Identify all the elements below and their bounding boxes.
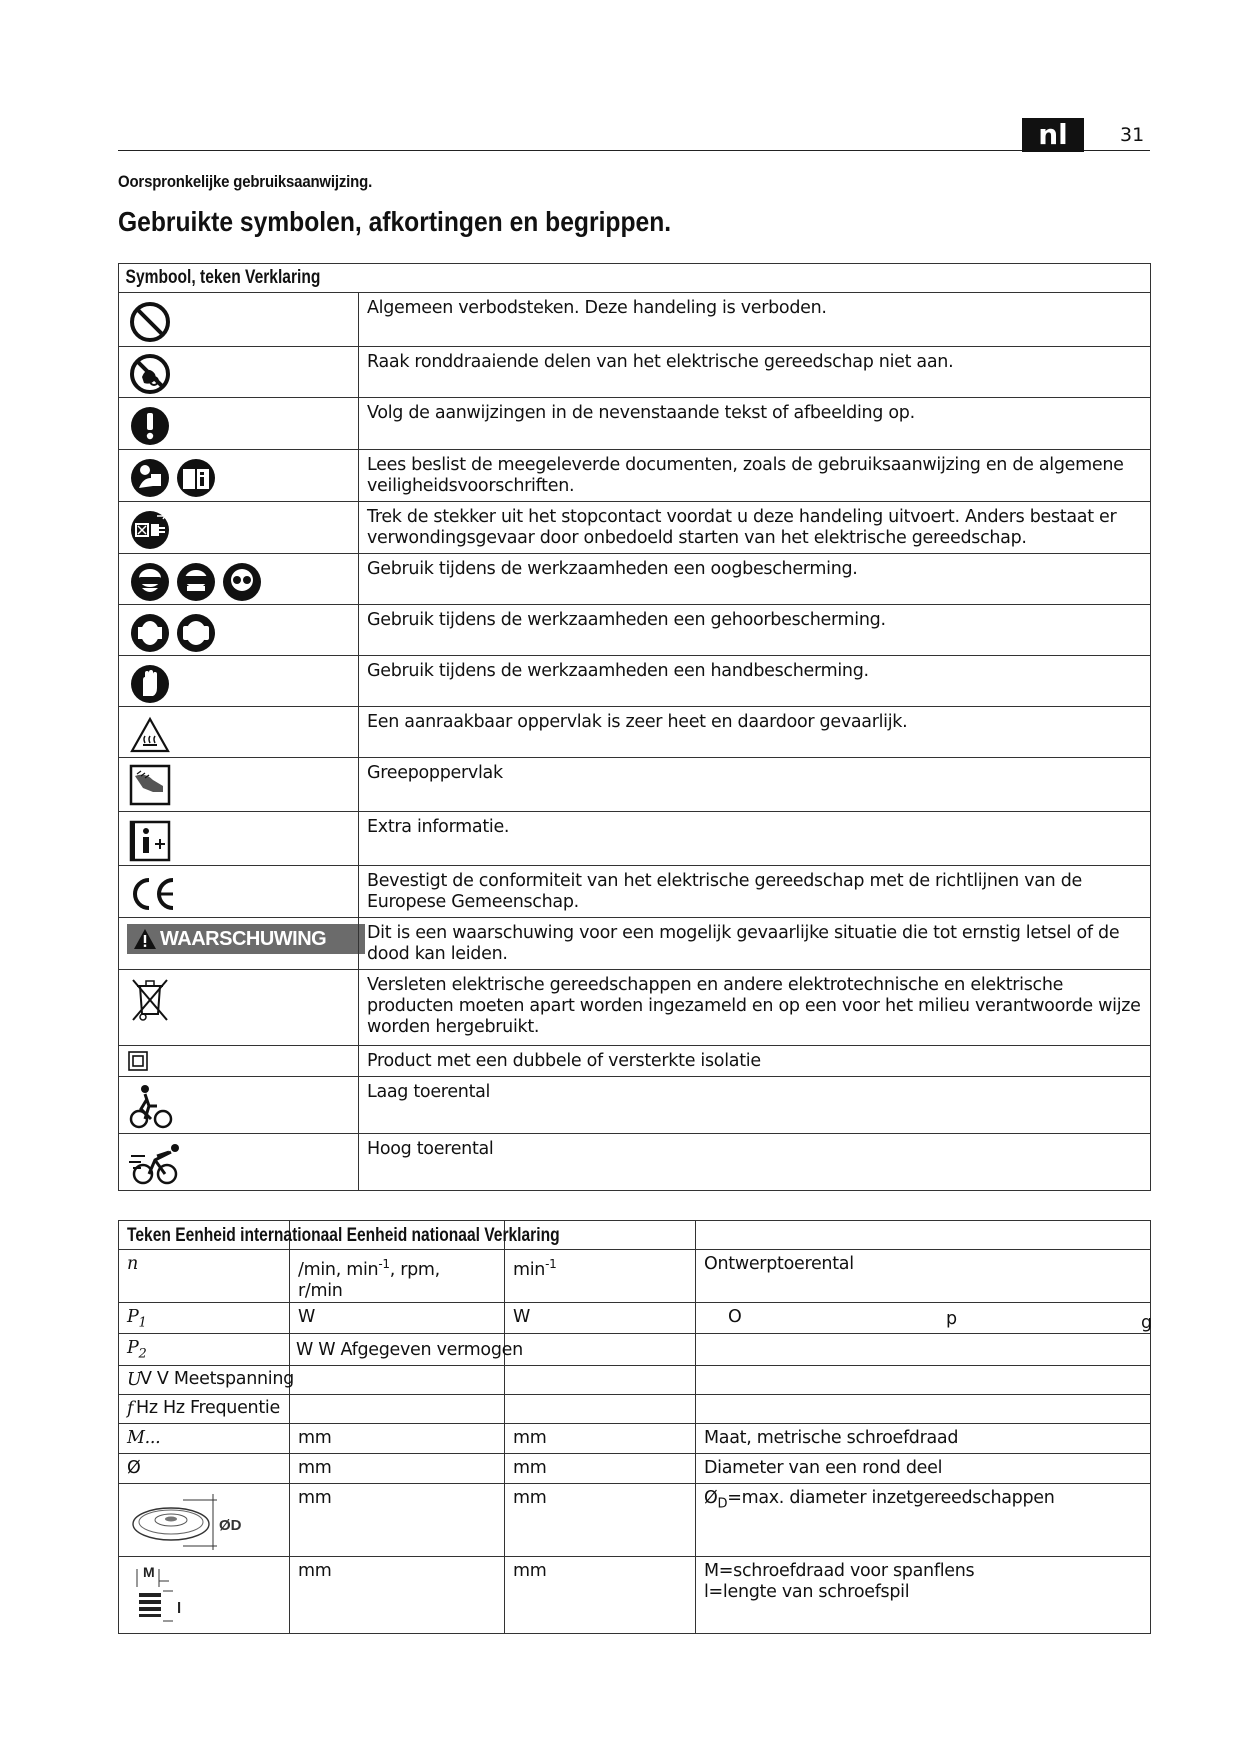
symbol-description: Algemeen verbodsteken. Deze handeling is verboden. xyxy=(359,293,1151,347)
table-row xyxy=(119,812,1151,866)
symbol-description: Versleten elektrische gereedschappen en andere elektrotechnische en elektrische producten moeten apart worden ingezameld en op een voor het milieu verantwoorde wijze worden hergebruikt. xyxy=(359,970,1151,1046)
spindle-m-label: M xyxy=(143,1563,155,1580)
symbol-description: Extra informatie. xyxy=(359,812,1151,866)
hot-surface-icon xyxy=(127,711,173,757)
intl-unit: mm xyxy=(290,1483,505,1556)
unplug-icon xyxy=(127,506,173,552)
warning-triangle-icon xyxy=(133,928,157,950)
double-insulation-icon xyxy=(127,1050,149,1072)
unit-description: Ontwerptoerental xyxy=(696,1250,1151,1303)
natl-unit: mm xyxy=(505,1483,696,1556)
merged-unit-text: W W Afgegeven vermogen xyxy=(296,1340,523,1360)
merged-unit-text: Hz Hz Frequentie xyxy=(136,1398,280,1418)
sign-label: P xyxy=(127,1306,139,1327)
symbol-description: Gebruik tijdens de werkzaamheden een oogbescherming. xyxy=(359,554,1151,605)
low-speed-cyclist-icon xyxy=(127,1081,177,1131)
subscript: 2 xyxy=(138,1346,147,1362)
subscript: D xyxy=(717,1496,728,1512)
natl-unit: min xyxy=(513,1259,546,1280)
symbol-description: Product met een dubbele of versterkte isolatie xyxy=(359,1046,1151,1077)
warning-badge-label: WAARSCHUWING xyxy=(160,928,327,950)
spindle-thread-icon xyxy=(129,1563,199,1627)
symbol-description: Raak ronddraaiende delen van het elektrische gereedschap niet aan. xyxy=(359,347,1151,398)
unit-description-cont: =max. diameter inzetgereedschappen xyxy=(727,1487,1055,1508)
table-row xyxy=(119,1556,1151,1633)
units-table xyxy=(118,1220,1151,1634)
ce-mark-icon xyxy=(127,870,183,916)
symbol-description: Dit is een waarschuwing voor een mogelijk gevaarlijke situatie die tot ernstig letsel of de dood kan leiden. xyxy=(359,918,1151,970)
intl-unit: /min, min xyxy=(298,1259,379,1280)
sign-label: f xyxy=(127,1398,134,1419)
unit-description-fragment: O xyxy=(728,1306,742,1327)
unit-description-fragment: g xyxy=(1141,1313,1152,1333)
table-row xyxy=(119,1423,1151,1453)
symbols-table-header xyxy=(119,264,1151,293)
symbols-header-label: Symbool, teken Verklaring xyxy=(125,267,321,288)
document-subtitle: Oorspronkelijke gebruiksaanwijzing. xyxy=(118,172,373,191)
table-row xyxy=(119,866,1151,918)
natl-unit: mm xyxy=(505,1423,696,1453)
symbol-description: Gebruik tijdens de werkzaamheden een gehoorbescherming. xyxy=(359,605,1151,656)
high-speed-cyclist-icon xyxy=(127,1138,187,1188)
symbol-description: Gebruik tijdens de werkzaamheden een handbescherming. xyxy=(359,656,1151,707)
unit-description: Diameter van een rond deel xyxy=(696,1453,1151,1483)
table-row xyxy=(119,502,1151,554)
no-touch-rotating-parts-icon xyxy=(127,351,173,397)
language-badge: nl xyxy=(1022,118,1084,152)
symbol-cell xyxy=(119,293,359,347)
sign-label: n xyxy=(127,1254,138,1274)
disc-diameter-label: ØD xyxy=(219,1516,242,1534)
table-row xyxy=(119,1250,1151,1303)
read-manual-icon xyxy=(127,454,227,500)
symbols-table xyxy=(118,263,1151,1191)
disc-diameter-icon xyxy=(129,1490,249,1550)
intl-unit: W xyxy=(290,1302,505,1334)
unit-description: Maat, metrische schroefdraad xyxy=(696,1423,1151,1453)
symbol-description: Bevestigt de conformiteit van het elektrische gereedschap met de richtlijnen van de Europese Gemeenschap. xyxy=(359,866,1151,918)
table-row xyxy=(119,347,1151,398)
table-row xyxy=(119,605,1151,656)
weee-bin-icon xyxy=(127,974,173,1024)
symbol-description: Hoog toerental xyxy=(359,1134,1151,1191)
table-row xyxy=(119,1046,1151,1077)
symbol-description: Trek de stekker uit het stopcontact voordat u deze handeling uitvoert. Anders bestaat er verwondingsgevaar door onbedoeld starten van het elektrische gereedschap. xyxy=(359,502,1151,554)
sign-label: M... xyxy=(127,1427,161,1448)
table-row xyxy=(119,1302,1151,1334)
eye-protection-icon xyxy=(127,558,267,604)
symbol-description: Volg de aanwijzingen in de nevenstaande tekst of afbeelding op. xyxy=(359,398,1151,450)
table-row xyxy=(119,1077,1151,1134)
subscript: 1 xyxy=(138,1315,147,1331)
page-title: Gebruikte symbolen, afkortingen en begrippen. xyxy=(118,206,672,237)
grip-surface-icon xyxy=(127,762,173,808)
table-row xyxy=(119,1483,1151,1556)
table-row xyxy=(119,970,1151,1046)
unit-description: Ø xyxy=(704,1487,718,1508)
intl-unit: mm xyxy=(290,1453,505,1483)
natl-unit: mm xyxy=(505,1453,696,1483)
table-row xyxy=(119,1453,1151,1483)
sign-label: U xyxy=(127,1369,142,1390)
table-row xyxy=(119,707,1151,758)
symbol-description: Lees beslist de meegeleverde documenten, zoals de gebruiksaanwijzing en de algemene veiligheidsvoorschriften. xyxy=(359,450,1151,502)
unit-description: M=schroefdraad voor spanflens xyxy=(704,1560,975,1581)
sign-label: Ø xyxy=(119,1453,290,1483)
warning-badge-icon xyxy=(127,924,365,954)
table-row xyxy=(119,1134,1151,1191)
merged-unit-text: V V Meetspanning xyxy=(140,1369,294,1389)
spindle-l-label: l xyxy=(177,1599,182,1617)
intl-unit-cont: , rpm, xyxy=(389,1259,440,1280)
table-row xyxy=(119,1334,1151,1366)
intl-unit: mm xyxy=(290,1423,505,1453)
sign-label: P xyxy=(127,1338,139,1359)
symbol-description: Greepoppervlak xyxy=(359,758,1151,812)
prohibition-icon xyxy=(127,297,173,343)
page-number: 31 xyxy=(1120,124,1145,146)
superscript: -1 xyxy=(545,1257,557,1271)
table-row xyxy=(119,450,1151,502)
unit-description-fragment: p xyxy=(946,1308,957,1329)
hand-protection-icon xyxy=(127,660,173,706)
table-row xyxy=(119,758,1151,812)
ear-protection-icon xyxy=(127,609,227,655)
info-icon xyxy=(127,816,173,862)
superscript: -1 xyxy=(378,1257,390,1271)
table-row xyxy=(119,656,1151,707)
natl-unit: W xyxy=(505,1302,696,1334)
intl-unit-cont: r/min xyxy=(298,1280,343,1301)
table-row xyxy=(119,554,1151,605)
symbol-description: Laag toerental xyxy=(359,1077,1151,1134)
table-row xyxy=(119,918,1151,970)
symbol-description: Een aanraakbaar oppervlak is zeer heet en daardoor gevaarlijk. xyxy=(359,707,1151,758)
table-row xyxy=(119,293,1151,347)
mandatory-action-icon xyxy=(127,402,173,448)
table-row xyxy=(119,398,1151,450)
units-header-label: Teken Eenheid internationaal Eenheid nationaal Verklaring xyxy=(127,1225,560,1246)
unit-description-cont: l=lengte van schroefspil xyxy=(704,1581,910,1602)
natl-unit: mm xyxy=(505,1556,696,1633)
intl-unit: mm xyxy=(290,1556,505,1633)
header-rule xyxy=(118,150,1150,151)
